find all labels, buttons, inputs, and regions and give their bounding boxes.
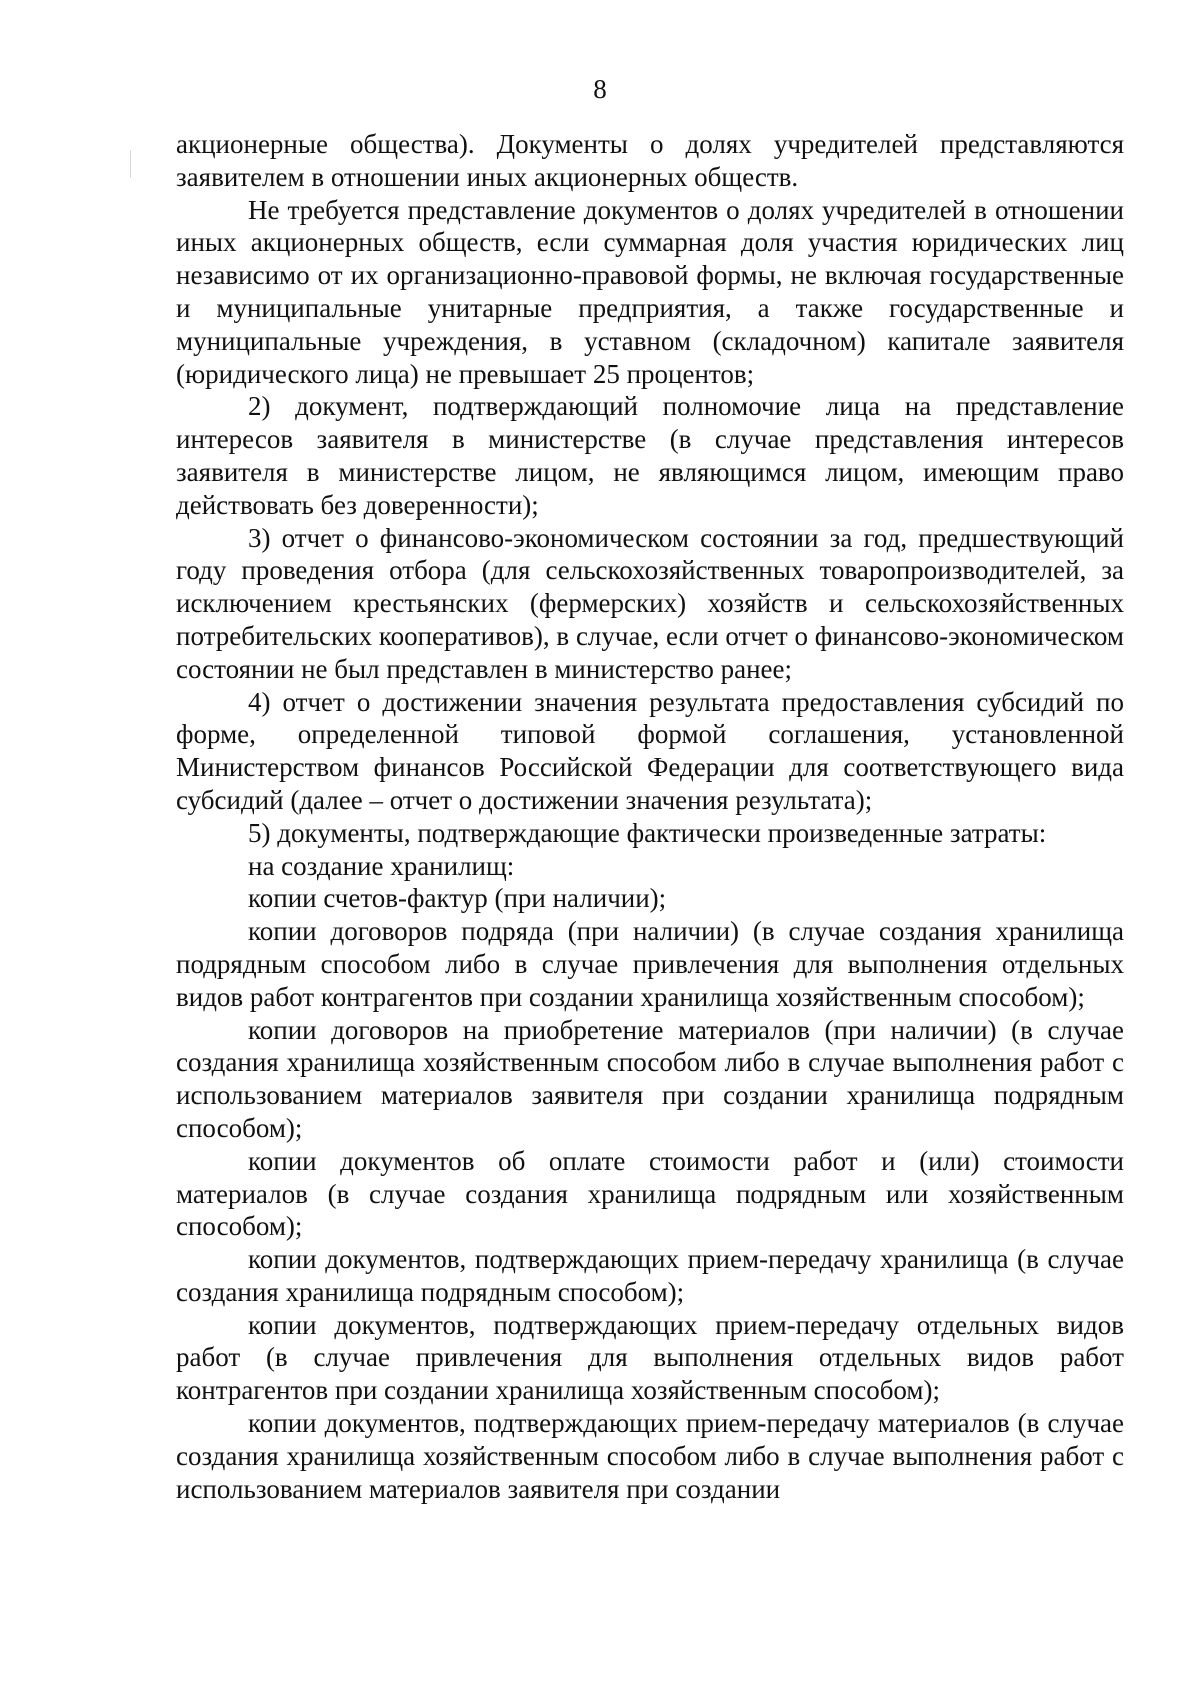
- paragraph-works-acceptance: копии документов, подтверждающих прием-передачу отдельных видов работ (в случае привлечения для выполнения отдельных видов работ контрагентов при создании хранилища хозяйственным способом);: [176, 1309, 1124, 1406]
- scan-margin-mark: [130, 150, 131, 178]
- paragraph-item-5: 5) документы, подтверждающие фактически произведенные затраты:: [248, 817, 1047, 848]
- paragraph-storage-creation: на создание хранилищ:: [248, 850, 515, 881]
- paragraph-continuation: акционерные общества). Документы о долях учредителей представляются заявителем в отношении иных акционерных обществ.: [176, 129, 1124, 192]
- paragraph-item-4: 4) отчет о достижении значения результата предоставления субсидий по форме, определенной типовой формой соглашения, установленной Министерством финансов Российской Федерации для соответствующего вида субсидий (далее – отчет о достижении значения результата);: [176, 686, 1124, 815]
- paragraph-item-2: 2) документ, подтверждающий полномочие лица на представление интересов заявителя в министерстве (в случае представления интересов заявителя в министерстве лицом, не являющимся лицом, имеющим право действовать без доверенности);: [176, 391, 1124, 520]
- document-body: [176, 128, 1124, 1505]
- paragraph-exemption: Не требуется представление документов о долях учредителей в отношении иных акционерных обществ, если суммарная доля участия юридических лиц независимо от их организационно-правовой формы, не включая государственные и муниципальные унитарные предприятия, а также государственные и муниципальные учреждения, в уставном (складочном) капитале заявителя (юридического лица) не превышает 25 процентов;: [176, 194, 1124, 389]
- page-number: 8: [593, 74, 607, 104]
- paragraph-materials-acceptance: копии документов, подтверждающих прием-передачу материалов (в случае создания хранилища хозяйственным способом либо в случае выполнения работ с использованием материалов заявителя при создании: [176, 1408, 1124, 1504]
- paragraph-contract-copies: копии договоров подряда (при наличии) (в случае создания хранилища подрядным способом либо в случае привлечения для выполнения отдельных видов работ контрагентов при создании хранилища хозяйственным способом);: [176, 916, 1124, 1012]
- paragraph-materials-contracts: копии договоров на приобретение материалов (при наличии) (в случае создания хранилища хозяйственным способом либо в случае выполнения работ с использованием материалов заявителя при создании хранилища подрядным способом);: [176, 1014, 1124, 1143]
- paragraph-invoices: копии счетов-фактур (при наличии);: [248, 883, 667, 914]
- paragraph-storage-acceptance: копии документов, подтверждающих прием-передачу хранилища (в случае создания хранилища подрядным способом);: [176, 1244, 1124, 1307]
- paragraph-item-3: 3) отчет о финансово-экономическом состоянии за год, предшествующий году проведения отбора (для сельскохозяйственных товаропроизводителей, за исключением крестьянских (фермерских) хозяйств и сельскохозяйственных потребительских кооперативов), в случае, если отчет о финансово-экономическом состоянии не был представлен в министерство ранее;: [176, 522, 1124, 684]
- paragraph-payment-documents: копии документов об оплате стоимости работ и (или) стоимости материалов (в случае создания хранилища подрядным или хозяйственным способом);: [176, 1145, 1124, 1242]
